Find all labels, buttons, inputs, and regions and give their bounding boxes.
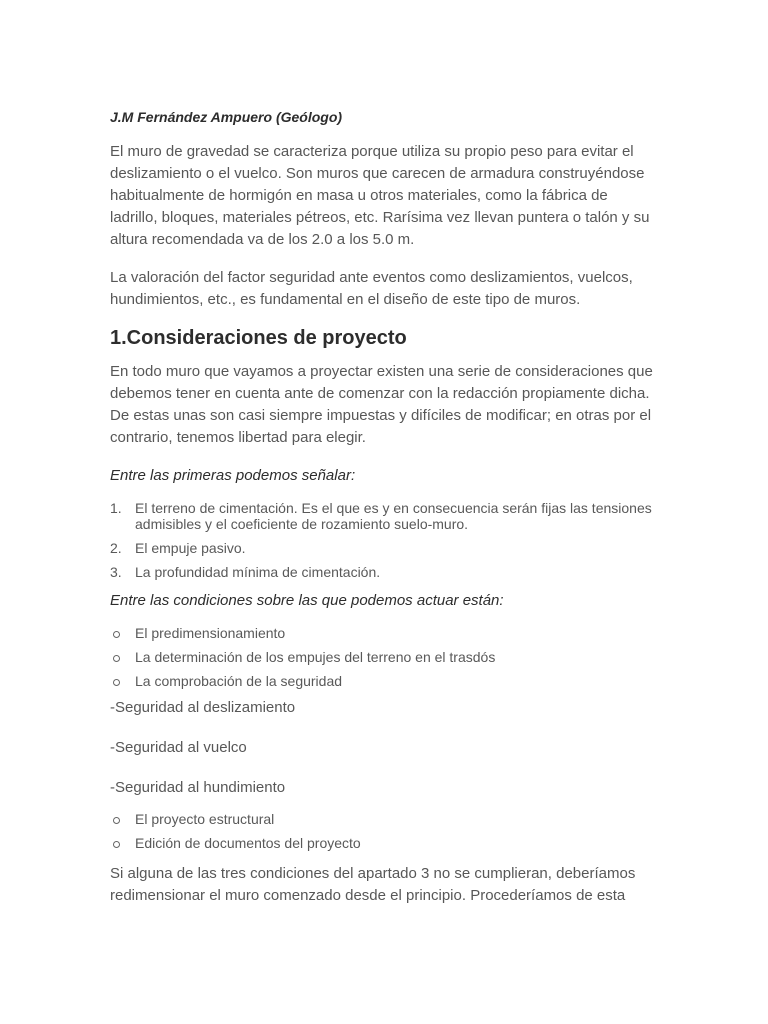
list-item bbox=[110, 811, 655, 827]
safety-item-sliding: -Seguridad al deslizamiento bbox=[110, 699, 296, 716]
intro-paragraph-2: La valoración del factor seguridad ante eventos como deslizamientos, vuelcos, hundimientos, etc., es fundamental en el diseño de este tipo de muros. bbox=[110, 269, 633, 308]
second-list-lead: Entre las condiciones sobre las que podemos actuar están: bbox=[110, 592, 504, 609]
safety-item-bearing: -Seguridad al hundimiento bbox=[110, 779, 286, 796]
circle-bullet-icon bbox=[113, 841, 120, 848]
list-item bbox=[110, 564, 655, 580]
list-number: 1. bbox=[110, 500, 122, 516]
first-numbered-list bbox=[110, 500, 655, 580]
second-bullet-list bbox=[110, 625, 655, 689]
first-list-lead: Entre las primeras podemos señalar: bbox=[110, 467, 356, 484]
section-heading: 1.Consideraciones de proyecto bbox=[110, 327, 407, 349]
third-bullet-list bbox=[110, 811, 655, 851]
circle-bullet-icon bbox=[113, 817, 120, 824]
list-item-text: La comprobación de la seguridad bbox=[135, 673, 343, 689]
list-item bbox=[110, 625, 655, 641]
list-item-text: La determinación de los empujes del terreno en el trasdós bbox=[135, 649, 496, 665]
list-number: 3. bbox=[110, 564, 122, 580]
intro-paragraph-1: El muro de gravedad se caracteriza porque utiliza su propio peso para evitar el deslizamiento o el vuelco. Son muros que carecen de armadura construyéndose habitualmente de hormigón en masa u otros materiales, como la fábrica de ladrillo, bloques, materiales pétreos, etc. Rarísima vez llevan puntera o talón y su altura recomendada va de los 2.0 a los 5.0 m. bbox=[110, 143, 650, 248]
list-item-text: El empuje pasivo. bbox=[135, 540, 246, 556]
circle-bullet-icon bbox=[113, 655, 120, 662]
list-item bbox=[110, 540, 655, 556]
section-paragraph: En todo muro que vayamos a proyectar existen una serie de consideraciones que debemos tener en cuenta ante de comenzar con la redacción propiamente dicha. De estas unas son casi siempre impuestas y difíciles de modificar; en otras por el contrario, tenemos libertad para elegir. bbox=[110, 363, 653, 446]
author-line: J.M Fernández Ampuero (Geólogo) bbox=[110, 109, 343, 125]
list-item-text: El predimensionamiento bbox=[135, 625, 286, 641]
document-page bbox=[110, 107, 655, 923]
list-item bbox=[110, 500, 655, 532]
safety-item-overturning: -Seguridad al vuelco bbox=[110, 739, 247, 756]
list-item-text: La profundidad mínima de cimentación. bbox=[135, 564, 381, 580]
list-number: 2. bbox=[110, 540, 122, 556]
list-item bbox=[110, 649, 655, 665]
list-item bbox=[110, 835, 655, 851]
list-item-text: El proyecto estructural bbox=[135, 811, 275, 827]
circle-bullet-icon bbox=[113, 679, 120, 686]
list-item-text: El terreno de cimentación. Es el que es y en consecuencia serán fijas las tensiones admisibles y el coeficiente de rozamiento suelo-muro. bbox=[135, 500, 652, 532]
closing-paragraph: Si alguna de las tres condiciones del apartado 3 no se cumplieran, deberíamos redimensionar el muro comenzado desde el principio. Procederíamos de esta bbox=[110, 865, 636, 904]
circle-bullet-icon bbox=[113, 631, 120, 638]
list-item bbox=[110, 673, 655, 689]
list-item-text: Edición de documentos del proyecto bbox=[135, 835, 361, 851]
